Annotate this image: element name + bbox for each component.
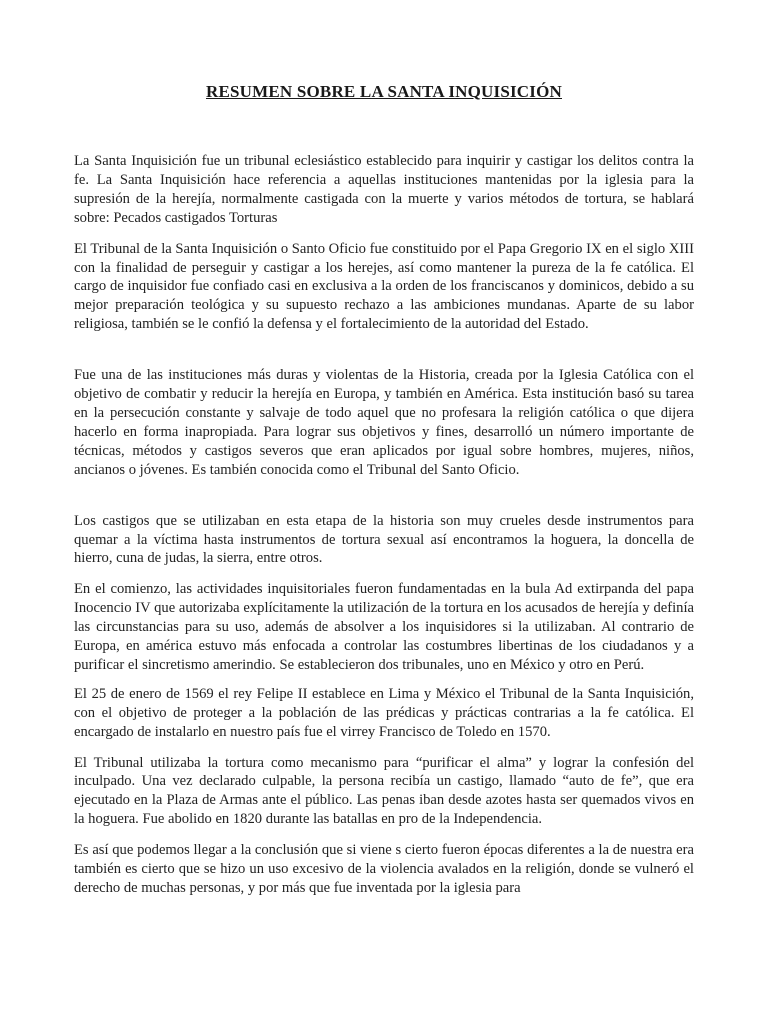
paragraph-torture: El Tribunal utilizaba la tortura como mecanismo para “purificar el alma” y lograr la confesión del inculpado. Una vez declarado culpable, la persona recibía un castigo, llamado “auto de fe”, que era ejecutado en la Plaza de Armas ante el público. Las penas iban desde azotes hasta ser quemados vivos en la hoguera. Fue abolido en 1820 durante las batallas en pro de la Independencia.	[74, 754, 694, 828]
paragraph-history: Fue una de las instituciones más duras y violentas de la Historia, creada por la Iglesia Católica con el objetivo de combatir y reducir la herejía en Europa, y también en América. Esta institución basó su tarea en la persecución constante y salvaje de todo aquel que no profesara la religión católica o que dijera hacerlo en forma inapropiada. Para lograr sus objetivos y fines, desarrolló un número importante de técnicas, métodos y castigos severos que eran aplicados por igual sobre hombres, mujeres, niños, ancianos o jóvenes. Es también conocida como el Tribunal del Santo Oficio.	[74, 367, 694, 478]
paragraph-tribunal: El Tribunal de la Santa Inquisición o Santo Oficio fue constituido por el Papa Gregorio IX en el siglo XIII con la finalidad de perseguir y castigar a los herejes, así como mantener la pureza de la fe católica. El cargo de inquisidor fue confiado casi en exclusiva a la orden de los franciscanos y dominicos, debido a su mejor preparación teológica y su supuesto rechazo a las ambiciones mundanas. Aparte de su labor religiosa, también se le confió la defensa y el fortalecimiento de la autoridad del Estado.	[74, 240, 694, 333]
paragraph-intro: La Santa Inquisición fue un tribunal eclesiástico establecido para inquirir y castigar los delitos contra la fe. La Santa Inquisición hace referencia a aquellas instituciones mantenidas por la iglesia para la supresión de la herejía, normalmente castigada con la muerte y varios métodos de tortura, se hablará sobre: Pecados castigados Torturas	[74, 153, 694, 226]
paragraph-lima-mexico: El 25 de enero de 1569 el rey Felipe II establece en Lima y México el Tribunal de la Santa Inquisición, con el objetivo de proteger a la población de las prédicas y prácticas contrarias a la fe católica. El encargado de instalarlo en nuestro país fue el virrey Francisco de Toledo en 1570.	[74, 685, 694, 740]
paragraph-conclusion: Es así que podemos llegar a la conclusión que si viene s cierto fueron épocas diferentes a la de nuestra era también es cierto que se hizo un uso excesivo de la violencia avalados en la religión, donde se vulneró el derecho de muchas personas, y por más que fue inventada por la iglesia para	[74, 842, 694, 896]
document-body	[74, 152, 694, 898]
paragraph-beginning: En el comienzo, las actividades inquisitoriales fueron fundamentadas en la bula Ad extirpanda del papa Inocencio IV que autorizaba explícitamente la utilización de la tortura en los acusados de herejía y definía las circunstancias para su uso, además de absolver a los inquisidores si la utilizaban. Al contrario de Europa, en américa estuvo más enfocada a controlar las costumbres libertinas de los ciudadanos y a purificar el sincretismo amerindio. Se establecieron dos tribunales, uno en México y otro en Perú.	[74, 581, 694, 673]
document-title: RESUMEN SOBRE LA SANTA INQUISICIÓN	[205, 82, 562, 101]
paragraph-punishments: Los castigos que se utilizaban en esta etapa de la historia son muy crueles desde instrumentos para quemar a la víctima hasta instrumentos de tortura sexual así encontramos la hoguera, la doncella de hierro, cuna de judas, la sierra, entre otros.	[74, 512, 694, 567]
